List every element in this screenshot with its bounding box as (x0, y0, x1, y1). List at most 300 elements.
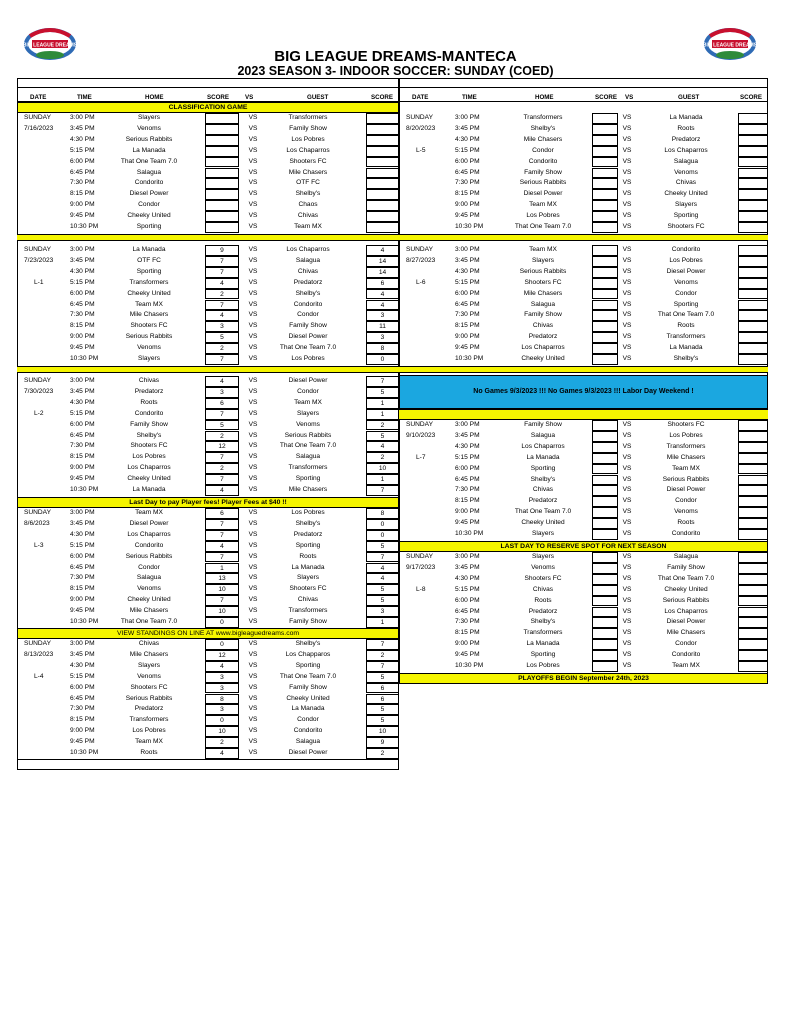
date-value: 9/10/2023 (406, 431, 436, 439)
home-team: Predatorz (134, 387, 164, 395)
table-row (17, 420, 399, 431)
table-row (17, 463, 399, 474)
vs-label: VS (248, 486, 258, 493)
home-team: Transformers (523, 629, 563, 637)
guest-score (738, 617, 768, 628)
game-time: 6:00 PM (70, 420, 95, 428)
player-fees-banner: Last Day to pay Player fees! Player Fees at $40 !! (17, 497, 399, 508)
home-score (592, 168, 618, 179)
game-time: 10:30 PM (70, 749, 99, 756)
guest-score (738, 607, 768, 618)
guest-score (738, 245, 768, 256)
guest-team: Los Pobres (291, 135, 325, 143)
table-row (17, 289, 399, 300)
home-team: Predatorz (528, 333, 558, 341)
game-time: 8:15 PM (70, 322, 95, 330)
guest-team: Los Chaparros (664, 146, 708, 154)
guest-score: 2 (366, 650, 399, 661)
guest-score (738, 168, 768, 179)
table-row (17, 573, 399, 584)
guest-team: Slayers (297, 409, 319, 417)
table-row (399, 310, 768, 321)
table-row (17, 135, 399, 146)
game-time: 8:15 PM (70, 716, 95, 724)
home-team: Chivas (532, 322, 554, 330)
table-row (399, 485, 768, 496)
table-row (17, 639, 399, 650)
home-team: Sporting (136, 267, 162, 275)
guest-team: La Manada (291, 563, 325, 571)
table-row (17, 563, 399, 574)
guest-team: Team MX (294, 223, 322, 230)
home-team: Team MX (529, 201, 557, 209)
guest-team: Los Chapparos (285, 650, 331, 658)
game-time: 4:30 PM (70, 661, 95, 669)
game-time: 6:00 PM (70, 289, 95, 297)
guest-team: Roots (677, 519, 695, 527)
game-time: 5:15 PM (70, 146, 95, 154)
guest-team: Los Chaparros (286, 246, 330, 253)
home-score (592, 300, 618, 311)
guest-team: Slayers (297, 574, 319, 582)
home-team: Los Chaparros (127, 530, 171, 538)
guest-team: Diesel Power (288, 333, 328, 341)
guest-score (738, 256, 768, 267)
vs-label: VS (622, 640, 632, 648)
home-team: Salagua (530, 431, 556, 439)
game-time: 3:45 PM (70, 256, 95, 264)
home-score (205, 189, 239, 200)
guest-score (738, 178, 768, 189)
game-time: 10:30 PM (70, 355, 99, 362)
table-row (399, 431, 768, 442)
guest-team: Venoms (296, 420, 320, 428)
guest-score: 2 (366, 420, 399, 431)
home-team: Serious Rabbits (519, 179, 567, 187)
home-team: Mile Chasers (523, 135, 563, 143)
home-score (592, 245, 618, 256)
guest-team: Transformers (288, 464, 328, 472)
vs-label: VS (248, 738, 258, 746)
vs-label: VS (248, 300, 258, 308)
guest-score (738, 222, 768, 233)
game-time: 3:45 PM (455, 124, 480, 132)
game-time: 4:30 PM (455, 574, 480, 582)
game-time: 7:30 PM (70, 179, 95, 187)
home-team: La Manada (526, 640, 560, 648)
home-score (592, 178, 618, 189)
guest-score: 6 (366, 694, 399, 705)
guest-score (738, 113, 768, 124)
home-team: Sporting (530, 651, 556, 659)
vs-label: VS (622, 486, 632, 494)
table-row (399, 135, 768, 146)
col-guest: GUEST (307, 94, 329, 101)
game-time: 8:15 PM (455, 190, 480, 198)
guest-score (366, 124, 399, 135)
col-time: TIME (77, 94, 92, 101)
vs-label: VS (248, 541, 258, 549)
home-score (592, 485, 618, 496)
table-row (399, 475, 768, 486)
guest-score: 1 (366, 398, 399, 409)
guest-score: 6 (366, 683, 399, 694)
vs-label: VS (248, 618, 258, 625)
table-row (399, 607, 768, 618)
guest-score (366, 178, 399, 189)
vs-label: VS (622, 135, 632, 143)
home-team: Serious Rabbits (125, 135, 173, 143)
guest-team: Condorito (671, 651, 701, 659)
guest-team: Family Show (667, 563, 705, 571)
guest-score (738, 278, 768, 289)
week-label: L-4 (34, 672, 44, 680)
vs-label: VS (248, 344, 258, 352)
guest-score: 5 (366, 431, 399, 442)
home-team: Roots (140, 749, 158, 756)
vs-label: VS (622, 267, 632, 275)
home-team: Salagua (136, 168, 162, 176)
table-row (399, 289, 768, 300)
vs-label: VS (622, 146, 632, 154)
guest-score: 1 (366, 617, 399, 628)
guest-team: Roots (299, 552, 317, 560)
classification-banner: CLASSIFICATION GAME (17, 102, 399, 113)
home-team: Los Pobres (132, 453, 166, 461)
week-label: L-5 (416, 146, 426, 154)
vs-label: VS (248, 519, 258, 527)
game-time: 6:45 PM (70, 300, 95, 308)
guest-score (738, 442, 768, 453)
vs-label: VS (622, 596, 632, 604)
game-time: 5:15 PM (70, 672, 95, 680)
guest-score: 0 (366, 530, 399, 541)
guest-score (738, 529, 768, 540)
table-row (399, 585, 768, 596)
vs-label: VS (622, 563, 632, 571)
game-time: 9:00 PM (70, 727, 95, 735)
guest-team: Mile Chasers (288, 168, 328, 176)
table-row (17, 354, 399, 365)
guest-score: 4 (366, 441, 399, 452)
col-date: DATE (30, 94, 47, 101)
table-row (399, 507, 768, 518)
guest-score (738, 563, 768, 574)
right-column-header (399, 93, 768, 102)
home-team: Shooters FC (130, 442, 168, 450)
vs-label: VS (248, 563, 258, 571)
guest-score (738, 300, 768, 311)
home-team: Condor (138, 563, 160, 571)
table-row (17, 595, 399, 606)
guest-team: Condorito (293, 727, 323, 735)
table-row (17, 694, 399, 705)
home-score (592, 496, 618, 507)
home-score (592, 563, 618, 574)
vs-label: VS (248, 552, 258, 560)
home-score: 7 (205, 409, 239, 420)
week-separator (399, 409, 768, 420)
home-score (592, 617, 618, 628)
vs-label: VS (248, 201, 258, 209)
vs-label: VS (248, 333, 258, 341)
home-team: Salagua (530, 300, 556, 308)
vs-label: VS (622, 464, 632, 472)
vs-label: VS (248, 475, 258, 483)
table-row (399, 617, 768, 628)
home-team: Venoms (137, 585, 161, 593)
home-team: Los Pobres (132, 727, 166, 735)
vs-label: VS (622, 344, 632, 352)
game-time: 10:30 PM (70, 486, 99, 493)
home-score: 3 (205, 683, 239, 694)
table-row (17, 146, 399, 157)
guest-score: 5 (366, 387, 399, 398)
home-team: Shooters FC (130, 683, 168, 691)
col-home: HOME (145, 94, 164, 101)
date-value: 9/17/2023 (406, 563, 436, 571)
home-score: 2 (205, 343, 239, 354)
table-row (399, 146, 768, 157)
home-score: 4 (205, 376, 239, 387)
table-row (399, 222, 768, 233)
week-label: L-6 (416, 278, 426, 286)
table-row (17, 519, 399, 530)
game-time: 6:45 PM (455, 168, 480, 176)
home-team: Shelby's (530, 124, 556, 132)
guest-score (738, 496, 768, 507)
guest-team: La Manada (669, 114, 703, 121)
guest-score: 7 (366, 376, 399, 387)
guest-score (366, 113, 399, 124)
game-time: 5:15 PM (70, 278, 95, 286)
table-row (17, 552, 399, 563)
home-team: La Manada (526, 453, 560, 461)
guest-team: Shelby's (295, 289, 321, 297)
home-score (205, 178, 239, 189)
game-time: 6:00 PM (70, 683, 95, 691)
guest-team: Condorito (293, 300, 323, 308)
home-score: 6 (205, 398, 239, 409)
home-team: Venoms (137, 344, 161, 352)
table-row (399, 442, 768, 453)
game-time: 9:45 PM (70, 475, 95, 483)
home-team: That One Team 7.0 (120, 618, 178, 625)
home-team: Shelby's (530, 475, 556, 483)
date-day: SUNDAY (24, 377, 51, 384)
game-time: 9:45 PM (70, 344, 95, 352)
home-team: Chivas (532, 585, 554, 593)
date-day: SUNDAY (406, 114, 433, 121)
home-team: Venoms (531, 563, 555, 571)
table-row (399, 267, 768, 278)
date-day: SUNDAY (24, 114, 51, 121)
home-score (592, 661, 618, 672)
guest-score (738, 453, 768, 464)
guest-team: Los Chaparros (286, 146, 330, 154)
guest-team: Los Chaparros (664, 607, 708, 615)
vs-label: VS (622, 201, 632, 209)
table-row (17, 398, 399, 409)
table-row (17, 267, 399, 278)
game-time: 10:30 PM (455, 223, 484, 230)
vs-label: VS (248, 387, 258, 395)
vs-label: VS (622, 530, 632, 537)
guest-team: Chaos (298, 201, 318, 209)
vs-label: VS (622, 629, 632, 637)
guest-score: 4 (366, 563, 399, 574)
home-team: Slayers (138, 661, 160, 669)
guest-team: Team MX (294, 398, 322, 406)
guest-score (738, 475, 768, 486)
guest-score: 4 (366, 245, 399, 256)
game-time: 7:30 PM (70, 442, 95, 450)
game-time: 8:15 PM (455, 497, 480, 505)
game-time: 9:45 PM (455, 212, 480, 220)
home-team: Mile Chasers (129, 607, 169, 615)
vs-label: VS (248, 749, 258, 756)
game-time: 3:45 PM (70, 387, 95, 395)
guest-score: 10 (366, 726, 399, 737)
home-team: Transformers (129, 278, 169, 286)
guest-score (366, 222, 399, 233)
home-team: Venoms (137, 672, 161, 680)
game-time: 9:00 PM (455, 201, 480, 209)
home-team: Slayers (138, 114, 160, 121)
home-score: 3 (205, 672, 239, 683)
table-row (399, 168, 768, 179)
game-time: 4:30 PM (70, 267, 95, 275)
vs-label: VS (622, 246, 632, 253)
vs-label: VS (248, 256, 258, 264)
home-score: 5 (205, 420, 239, 431)
table-row (17, 672, 399, 683)
game-time: 4:30 PM (455, 442, 480, 450)
home-team: Serious Rabbits (519, 267, 567, 275)
vs-label: VS (622, 190, 632, 198)
table-row (399, 650, 768, 661)
table-row (399, 245, 768, 256)
guest-score: 8 (366, 343, 399, 354)
vs-label: VS (622, 212, 632, 220)
home-score: 0 (205, 617, 239, 628)
home-team: Condorito (134, 541, 164, 549)
game-time: 10:30 PM (70, 223, 99, 230)
guest-team: Transformers (288, 114, 328, 121)
home-team: Family Show (524, 168, 562, 176)
vs-label: VS (622, 333, 632, 341)
guest-score (738, 354, 768, 365)
table-row (17, 485, 399, 496)
table-row (399, 354, 768, 365)
table-row (399, 563, 768, 574)
home-team: Slayers (532, 530, 554, 537)
guest-team: Los Pobres (291, 355, 325, 362)
home-score: 7 (205, 267, 239, 278)
game-time: 4:30 PM (70, 135, 95, 143)
week-label: L-3 (34, 541, 44, 549)
vs-label: VS (248, 355, 258, 362)
home-score: 7 (205, 300, 239, 311)
guest-team: Team MX (672, 662, 700, 669)
vs-label: VS (248, 509, 258, 516)
date-value: 8/27/2023 (406, 256, 436, 264)
table-row (17, 310, 399, 321)
guest-score (738, 124, 768, 135)
table-row (399, 256, 768, 267)
home-team: Los Chaparros (521, 442, 565, 450)
table-row (17, 441, 399, 452)
guest-score (738, 321, 768, 332)
game-time: 5:15 PM (455, 585, 480, 593)
guest-score: 14 (366, 267, 399, 278)
guest-score (738, 552, 768, 563)
game-time: 3:00 PM (70, 114, 95, 121)
vs-label: VS (248, 596, 258, 604)
game-time: 7:30 PM (455, 179, 480, 187)
vs-label: VS (248, 223, 258, 230)
home-score (592, 310, 618, 321)
home-score (592, 146, 618, 157)
guest-score: 1 (366, 474, 399, 485)
home-score (592, 518, 618, 529)
table-row (399, 529, 768, 540)
guest-team: Salagua (295, 738, 321, 746)
table-row (17, 300, 399, 311)
guest-score (738, 464, 768, 475)
guest-team: Condor (675, 497, 697, 505)
vs-label: VS (622, 355, 632, 362)
guest-team: Transformers (288, 607, 328, 615)
guest-team: La Manada (669, 344, 703, 352)
guest-team: Shelby's (295, 640, 321, 647)
home-score (592, 442, 618, 453)
guest-team: Condorito (671, 530, 701, 537)
table-row (399, 124, 768, 135)
table-row (399, 321, 768, 332)
guest-team: Family Show (289, 683, 327, 691)
game-time: 9:45 PM (455, 344, 480, 352)
table-row (17, 530, 399, 541)
home-score: 12 (205, 441, 239, 452)
guest-team: Venoms (674, 508, 698, 516)
guest-team: Condor (297, 716, 319, 724)
home-score: 7 (205, 519, 239, 530)
week-label: L-7 (416, 453, 426, 461)
vs-label: VS (248, 278, 258, 286)
home-score: 10 (205, 726, 239, 737)
guest-team: Los Pobres (669, 256, 703, 264)
table-row (17, 452, 399, 463)
vs-label: VS (622, 322, 632, 330)
week-separator (399, 366, 768, 373)
home-score: 3 (205, 321, 239, 332)
home-score: 7 (205, 452, 239, 463)
game-time: 9:00 PM (455, 508, 480, 516)
guest-team: Serious Rabbits (662, 475, 710, 483)
playoffs-banner: PLAYOFFS BEGIN September 24th, 2023 (399, 673, 768, 684)
table-row (17, 737, 399, 748)
table-row (17, 200, 399, 211)
table-row (399, 639, 768, 650)
game-time: 5:15 PM (455, 146, 480, 154)
game-time: 9:45 PM (70, 738, 95, 746)
vs-label: VS (622, 300, 632, 308)
vs-label: VS (248, 585, 258, 593)
home-score: 13 (205, 573, 239, 584)
guest-team: That One Team 7.0 (279, 442, 337, 450)
vs-label: VS (622, 574, 632, 582)
